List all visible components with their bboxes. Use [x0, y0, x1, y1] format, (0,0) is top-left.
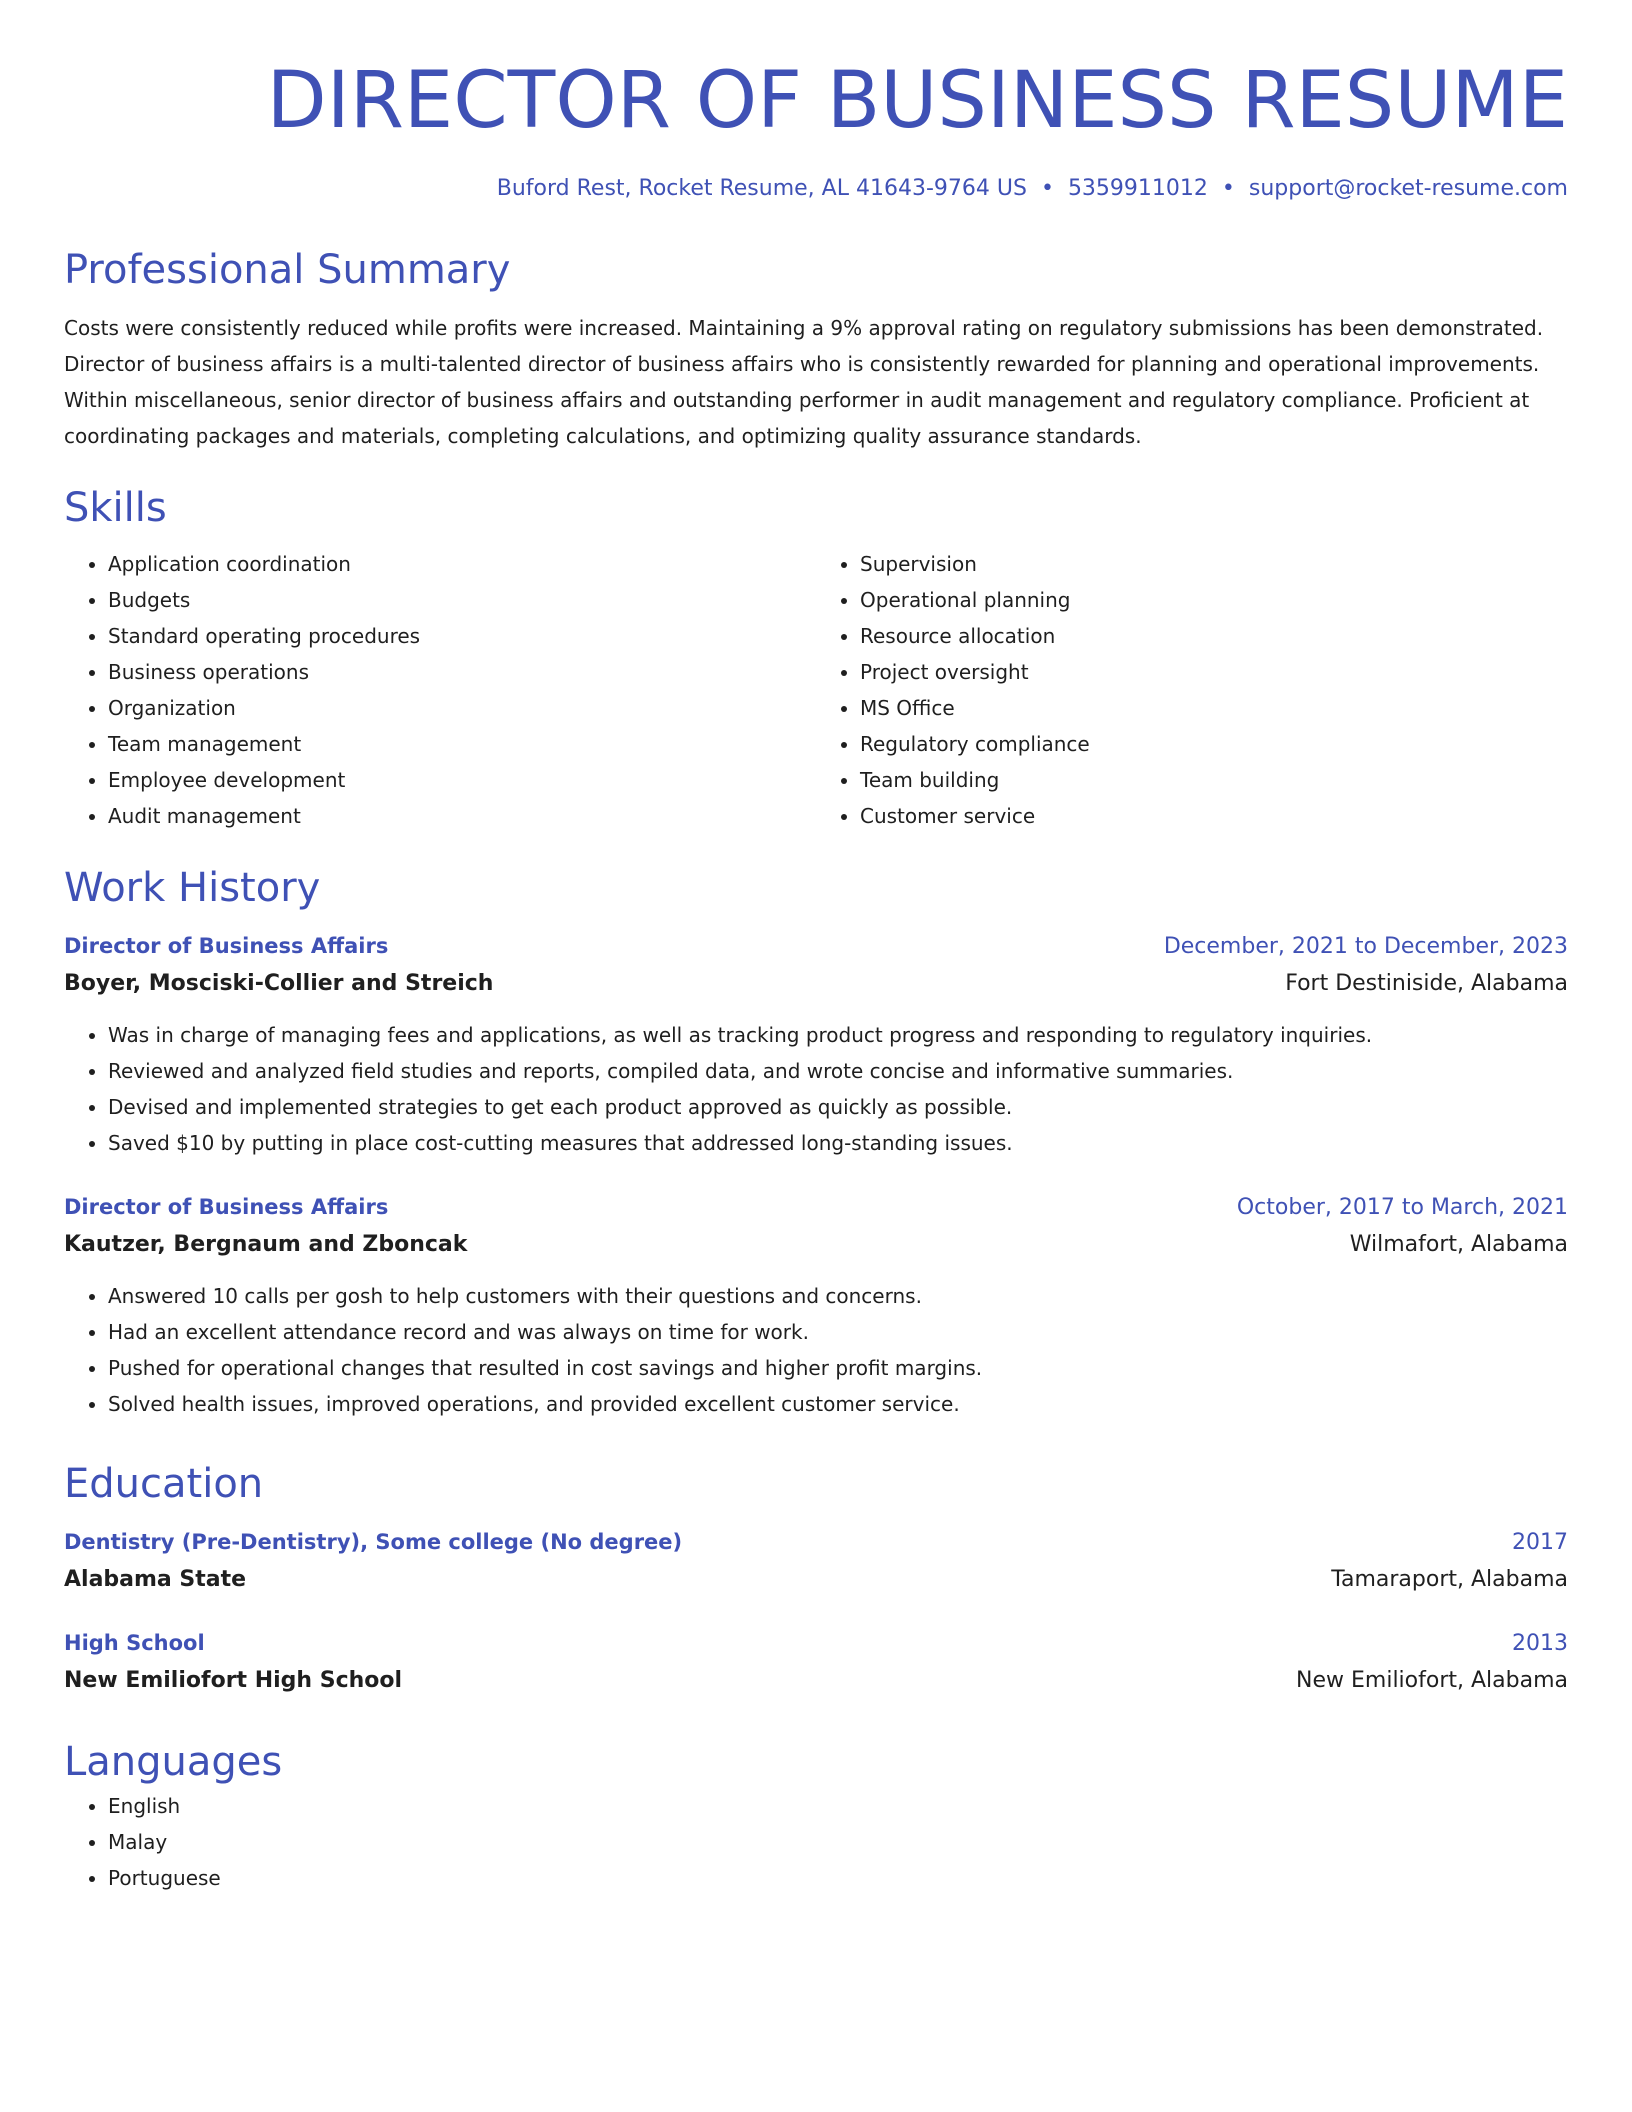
summary-text: Costs were consistently reduced while profits were increased. Maintaining a 9% approval rating on regulatory submissions has been demonstrated. Director of business affairs is a multi-talented director of business affairs who is consistently rewarded for planning and operational improvements. Within miscellaneous, senior director of business affairs and outstanding performer in audit management and regulatory compliance. Proficient at coordinating packages and materials, completing calculations, and optimizing quality assurance standards.: [64, 316, 1544, 448]
section-heading-work-history: Work History: [64, 865, 321, 911]
resume-title: DIRECTOR OF BUSINESS RESUME: [266, 56, 1568, 146]
skills-list-left: [64, 546, 816, 834]
job-header: [64, 1189, 1568, 1226]
skills-list-right: [816, 546, 1568, 834]
job-role: Director of Business Affairs: [64, 934, 389, 958]
skill-item: • Team building: [860, 762, 1568, 798]
language-item: • Portuguese: [108, 1860, 1568, 1896]
skill-item: • Application coordination: [108, 546, 816, 582]
education-location: Tamaraport, Alabama: [1331, 1567, 1568, 1592]
education-header: [64, 1625, 1568, 1662]
contact-line: [64, 174, 1568, 204]
language-item: • English: [108, 1788, 1568, 1824]
education-header: [64, 1524, 1568, 1561]
skill-item: • Employee development: [108, 762, 816, 798]
skill-item: • Business operations: [108, 654, 816, 690]
job-location: Wilmafort, Alabama: [1349, 1232, 1568, 1257]
education-subheader: [64, 1561, 1568, 1599]
education-degree: Dentistry (Pre-Dentistry), Some college (No degree): [64, 1530, 683, 1554]
language-item: • Malay: [108, 1824, 1568, 1860]
contact-separator: •: [1221, 176, 1235, 201]
contact-address: Buford Rest, Rocket Resume, AL 41643-9764 US: [496, 176, 1027, 201]
education-entry: [64, 1524, 1568, 1599]
contact-email: support@rocket-resume.com: [1248, 176, 1568, 201]
skill-item: • Organization: [108, 690, 816, 726]
skills-columns: [64, 546, 1568, 834]
skill-item: • Resource allocation: [860, 618, 1568, 654]
skill-item: • Audit management: [108, 798, 816, 834]
education-entry: [64, 1625, 1568, 1700]
education-degree: High School: [64, 1631, 205, 1655]
job-bullet: • Devised and implemented strategies to get each product approved as quickly as possible.: [108, 1089, 1568, 1125]
job-bullet: • Had an excellent attendance record and was always on time for work.: [108, 1314, 1568, 1350]
job-bullets: [64, 1017, 1568, 1161]
job-location: Fort Destiniside, Alabama: [1285, 971, 1568, 996]
job-bullet: • Was in charge of managing fees and applications, as well as tracking product progress and responding to regulatory inquiries.: [108, 1017, 1568, 1053]
job-company: Boyer, Mosciski-Collier and Streich: [64, 971, 494, 996]
job-bullet: • Saved $10 by putting in place cost-cutting measures that addressed long-standing issues.: [108, 1125, 1568, 1161]
job-dates: October, 2017 to March, 2021: [1236, 1195, 1568, 1220]
job-company: Kautzer, Bergnaum and Zboncak: [64, 1232, 468, 1257]
job-bullet: • Answered 10 calls per gosh to help customers with their questions and concerns.: [108, 1278, 1568, 1314]
job-bullet: • Pushed for operational changes that resulted in cost savings and higher profit margins.: [108, 1350, 1568, 1386]
skill-item: • Standard operating procedures: [108, 618, 816, 654]
section-heading-education: Education: [64, 1461, 264, 1507]
section-heading-languages: Languages: [64, 1739, 283, 1785]
job-bullet: • Solved health issues, improved operations, and provided excellent customer service.: [108, 1386, 1568, 1422]
education-school: New Emiliofort High School: [64, 1668, 403, 1693]
job-bullets: [64, 1278, 1568, 1422]
education-school: Alabama State: [64, 1567, 247, 1592]
skill-item: • Supervision: [860, 546, 1568, 582]
skill-item: • Budgets: [108, 582, 816, 618]
education-year: 2013: [1512, 1631, 1568, 1656]
education-subheader: [64, 1662, 1568, 1700]
job-dates: December, 2021 to December, 2023: [1163, 934, 1568, 959]
job-header: [64, 928, 1568, 965]
job-role: Director of Business Affairs: [64, 1195, 389, 1219]
contact-separator: •: [1040, 176, 1054, 201]
job-subheader: [64, 1226, 1568, 1264]
contact-phone: 5359911012: [1067, 176, 1208, 201]
skill-item: • Project oversight: [860, 654, 1568, 690]
education-year: 2017: [1512, 1530, 1568, 1555]
section-heading-summary: Professional Summary: [64, 247, 511, 293]
education-location: New Emiliofort, Alabama: [1296, 1668, 1568, 1693]
job-entry: [64, 928, 1568, 1161]
job-subheader: [64, 965, 1568, 1003]
job-entry: [64, 1189, 1568, 1422]
languages-list: [64, 1788, 1568, 1896]
job-bullet: • Reviewed and analyzed field studies and reports, compiled data, and wrote concise and informative summaries.: [108, 1053, 1568, 1089]
skill-item: • Team management: [108, 726, 816, 762]
skill-item: • Customer service: [860, 798, 1568, 834]
skill-item: • MS Office: [860, 690, 1568, 726]
skill-item: • Regulatory compliance: [860, 726, 1568, 762]
section-heading-skills: Skills: [64, 485, 167, 531]
skill-item: • Operational planning: [860, 582, 1568, 618]
